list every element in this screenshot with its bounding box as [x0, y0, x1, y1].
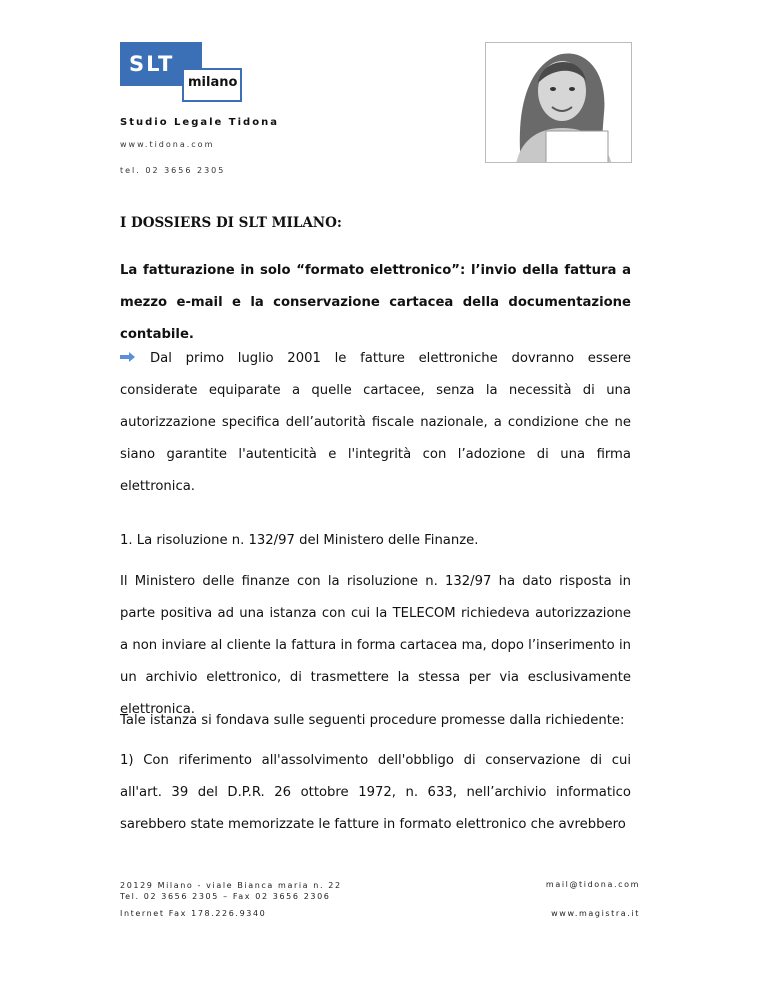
logo-slt-text: SLT	[129, 52, 175, 76]
firm-website: www.tidona.com	[120, 140, 215, 149]
section1-paragraph-2: Tale istanza si fondava sulle seguenti procedure promesse dalla richiedente:	[120, 713, 625, 728]
intro-text: Dal primo luglio 2001 le fatture elettroniche dovranno essere considerate equiparate a quelle cartacee, senza la necessità di una autorizzazione specifica dell’autorità fiscale nazionale, a condizione che ne siano garantite l'autenticità e l'integrità con l’adozione di una firma elettronica.	[120, 351, 631, 494]
logo-milano-text: milano	[188, 75, 238, 90]
slt-milano-logo	[120, 42, 245, 102]
footer-address	[120, 880, 342, 902]
woman-photo	[485, 42, 632, 163]
document-title: La fatturazione in solo “formato elettronico”: l’invio della fattura a mezzo e-mail e la conservazione cartacea della documentazione contabile.	[120, 263, 631, 342]
section1-paragraph-3: 1) Con riferimento all'assolvimento dell'obbligo di conservazione di cui all'art. 39 del D.P.R. 26 ottobre 1972, n. 633, nell’archivio informatico sarebbero state memorizzate le fatture in formato elettronico che avrebbero	[120, 753, 631, 832]
intro-paragraph	[120, 343, 631, 503]
firm-name: Studio Legale Tidona	[120, 117, 279, 128]
footer-website: www.magistra.it	[551, 909, 640, 918]
section1-paragraph-1: Il Ministero delle finanze con la risoluzione n. 132/97 ha dato risposta in parte positiva ad una istanza con cui la TELECOM richiedeva autorizzazione a non inviare al cliente la fattura in forma cartacea ma, dopo l’inserimento in un archivio elettronico, di trasmettere la stessa per via esclusivamente elettronica.	[120, 574, 631, 717]
section1-title: 1. La risoluzione n. 132/97 del Ministero delle Finanze.	[120, 533, 479, 548]
footer-telfax: Tel. 02 3656 2305 – Fax 02 3656 2306	[120, 892, 331, 901]
footer-address-line: 20129 Milano - viale Bianca maria n. 22	[120, 881, 342, 890]
footer-internet-fax: Internet Fax 178.226.9340	[120, 909, 267, 918]
footer-email: mail@tidona.com	[545, 880, 640, 889]
arrow-right-icon	[120, 343, 150, 375]
firm-phone: tel. 02 3656 2305	[120, 166, 226, 175]
dossier-heading: I DOSSIERS DI SLT MILANO:	[120, 215, 342, 231]
